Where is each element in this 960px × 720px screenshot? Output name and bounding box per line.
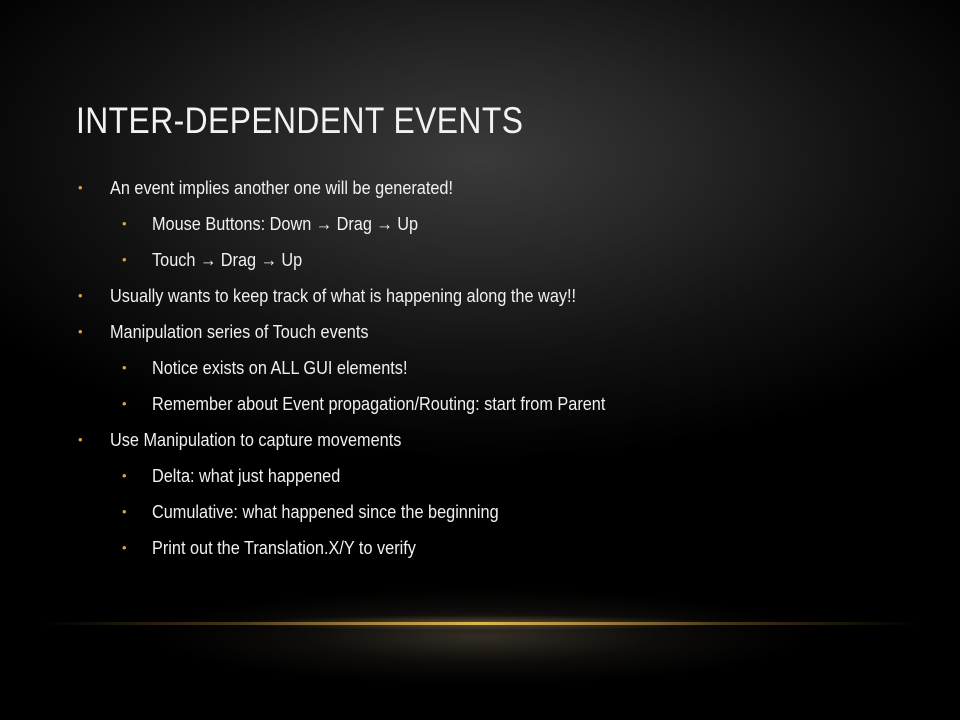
bullet-dot-icon: • [78,432,83,447]
bullet-text: Delta: what just happened [152,465,341,486]
slide-title: INTER-DEPENDENT EVENTS [76,100,524,141]
horizon-line [40,622,920,625]
bullet-text: Mouse Buttons: Down → Drag → Up [152,213,419,234]
bullet-text: Notice exists on ALL GUI elements! [152,357,408,378]
bullet-item [78,422,667,458]
bullet-item [78,278,667,314]
bullet-dot-icon: • [122,504,127,519]
sub-bullet-item [78,494,667,530]
bullet-text: Use Manipulation to capture movements [110,429,402,450]
sub-bullet-item [78,530,667,566]
bullet-list [78,170,667,566]
bullet-dot-icon: • [122,468,127,483]
bullet-item [78,170,667,206]
bullet-dot-icon: • [78,324,83,339]
sub-bullet-item [78,242,667,278]
sub-bullet-item [78,386,667,422]
sub-bullet-item [78,206,667,242]
bullet-text: Manipulation series of Touch events [110,321,369,342]
sub-bullet-item [78,350,667,386]
bullet-text: An event implies another one will be generated! [110,177,454,198]
bullet-dot-icon: • [122,396,127,411]
sub-bullet-item [78,458,667,494]
bullet-text: Cumulative: what happened since the beginning [152,501,499,522]
bullet-text: Usually wants to keep track of what is happening along the way!! [110,285,577,306]
floor-glow [0,560,960,720]
bullet-text: Remember about Event propagation/Routing: start from Parent [152,393,606,414]
bullet-dot-icon: • [78,288,83,303]
bullet-dot-icon: • [122,540,127,555]
bullet-text: Print out the Translation.X/Y to verify [152,537,416,558]
bullet-text: Touch → Drag → Up [152,249,303,270]
bullet-dot-icon: • [122,216,127,231]
bullet-dot-icon: • [78,180,83,195]
bullet-dot-icon: • [122,252,127,267]
bullet-item [78,314,667,350]
bullet-dot-icon: • [122,360,127,375]
